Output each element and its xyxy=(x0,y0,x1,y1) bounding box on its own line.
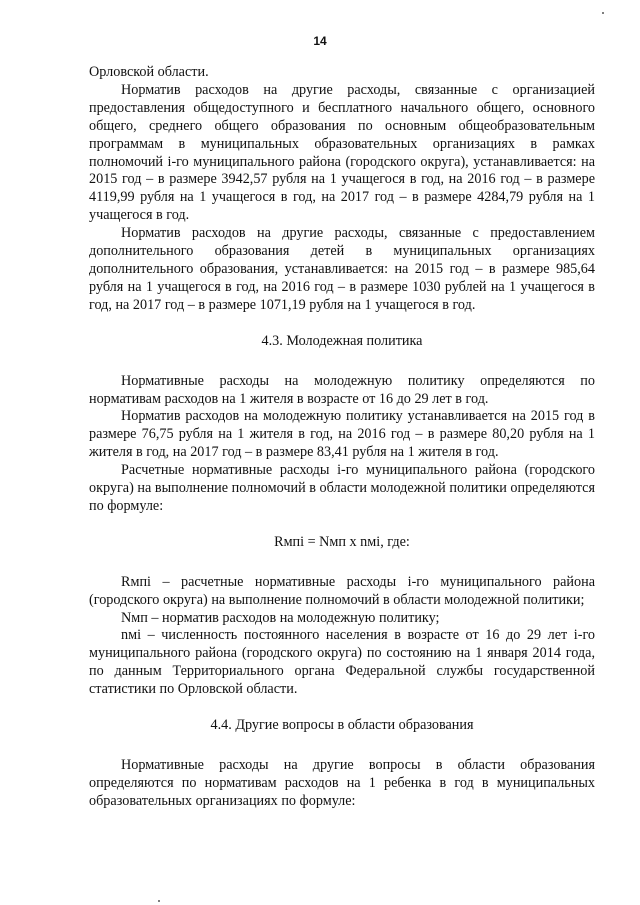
section-heading-4-3: 4.3. Молодежная политика xyxy=(261,332,423,349)
paragraph-continuation: Орловской области. xyxy=(89,64,209,80)
scan-speck xyxy=(158,900,160,902)
paragraph-youth-policy-calc: Расчетные нормативные расходы i-го муниципального района (городского округа) на выполнение полномочий в области молодежной политики определяются по формуле: xyxy=(89,462,595,514)
document-body xyxy=(89,64,595,811)
definition-nmp: Nмп – норматив расходов на молодежную политику; xyxy=(121,609,440,626)
section-heading-4-4: 4.4. Другие вопросы в области образования xyxy=(210,717,474,734)
scan-speck xyxy=(602,12,604,14)
definition-nmi: nмi – численность постоянного населения в возрасте от 16 до 29 лет i-го муниципального района (городского округа) по состоянию на 1 января 2014 года, по данным Территориального органа Федеральной службы государственной статистики по Орловской области. xyxy=(89,627,595,698)
definition-rmpi: Rмпi – расчетные нормативные расходы i-го муниципального района (городского округа) на выполнение полномочий в области молодежной политики; xyxy=(89,573,595,608)
paragraph-additional-education-norm: Норматив расходов на другие расходы, связанные с предоставлением дополнительного образования детей в муниципальных организациях дополнительного образования, устанавливается: на 2015 год – в размере 985,64 рубля на 1 учащегося в год, на 2016 год – в размере 1030 рублей на 1 учащегося в год, на 2017 год – в размере 1071,19 рубля на 1 учащегося в год. xyxy=(89,225,595,313)
paragraph-youth-policy-norm: Норматив расходов на молодежную политику устанавливается на 2015 год в размере 76,75 рубля на 1 жителя в год, на 2016 год – в размере 80,20 рубля на 1 жителя в год, на 2017 год – в размере 83,41 рубля на 1 жителя в год. xyxy=(89,408,595,461)
paragraph-youth-policy-intro: Нормативные расходы на молодежную политику определяются по нормативам расходов на 1 жителя в возрасте от 16 до 29 лет в год. xyxy=(89,372,595,407)
paragraph-other-education-questions: Нормативные расходы на другие вопросы в области образования определяются по нормативам расходов на 1 ребенка в год в муниципальных образовательных организациях по формуле: xyxy=(89,757,595,809)
page-number: 14 xyxy=(313,34,327,48)
paragraph-general-education-norm: Норматив расходов на другие расходы, связанные с организацией предоставления общедоступного и бесплатного начального общего, основного общего, среднего общего образования по основным общеобразовательным программам в муниципальных образовательных организациях в рамках полномочий i-го муниципального района (городского округа), устанавливается: на 2015 год – в размере 3942,57 рубля на 1 учащегося в год, на 2016 год – в размере 4119,99 рубля на 1 учащегося в год, на 2017 год – в размере 4284,79 рубля на 1 учащегося в год. xyxy=(89,81,595,224)
formula-youth-policy: Rмпi = Nмп x nмi, где: xyxy=(274,533,410,550)
